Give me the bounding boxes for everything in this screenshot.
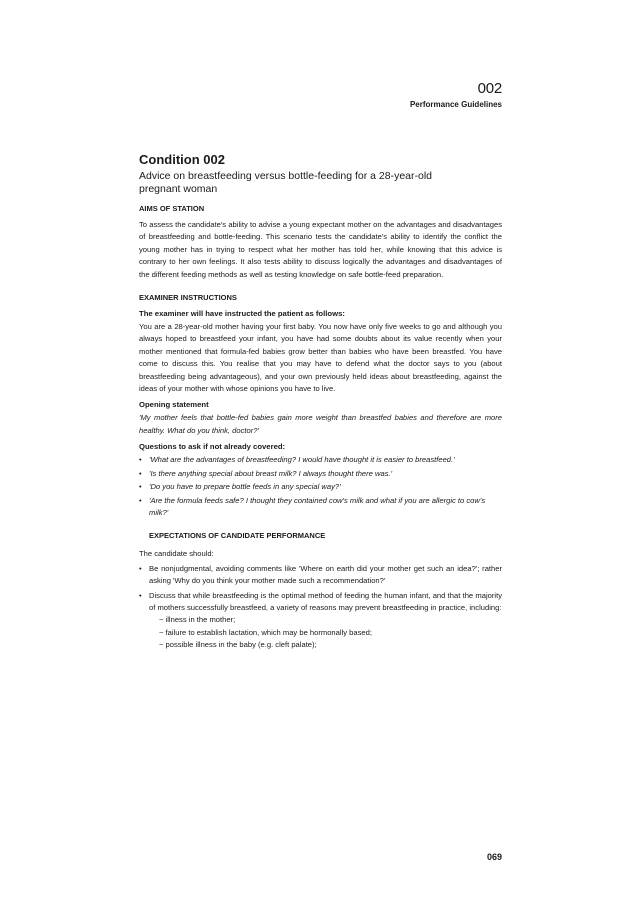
main-content — [139, 152, 502, 654]
instructed-heading: The examiner will have instructed the patient as follows: — [139, 309, 345, 319]
expectations-intro: The candidate should: — [139, 549, 214, 559]
expectation-text: Be nonjudgmental, avoiding comments like 'Where on earth did your mother get such an idea?'; rather asking 'Why do you think your mother made such a recommendation?' — [149, 563, 502, 586]
list-item — [139, 468, 502, 480]
list-item — [139, 590, 502, 652]
header-subtitle: Performance Guidelines — [409, 100, 502, 109]
question-text: 'What are the advantages of breastfeeding? I would have thought it is easier to breastfeed.' — [149, 455, 455, 465]
sub-item: ~ possible illness in the baby (e.g. cleft palate); — [159, 640, 317, 650]
examiner-heading: EXAMINER INSTRUCTIONS — [139, 293, 237, 303]
header-number: 002 — [477, 80, 502, 97]
question-text: 'Are the formula feeds safe? I thought they contained cow's milk and what if you are allergic to cow's milk?' — [149, 495, 486, 517]
list-item — [139, 481, 502, 493]
questions-heading: Questions to ask if not already covered: — [139, 442, 286, 452]
bullet-icon: • — [139, 482, 142, 492]
aims-text: To assess the candidate's ability to advise a young expectant mother on the advantages and disadvantages of breastfeeding and bottle-feeding. This scenario tests the candidate's ability to identify the conflict the young mother has in trying to respect what her mother has told her, while knowing that this advice is contrary to her own feelings. It also tests ability to discuss logically the advantages and disadvantages of the different feeding methods as well as testing knowledge on safe bottle-feed preparation. — [139, 220, 502, 279]
list-item — [139, 454, 502, 466]
sub-item: ~ failure to establish lactation, which may be hormonally based; — [159, 627, 372, 637]
expectations-list — [139, 563, 502, 652]
expectations-heading: EXPECTATIONS OF CANDIDATE PERFORMANCE — [149, 531, 326, 541]
bullet-icon: • — [139, 468, 142, 478]
page-number: 069 — [486, 852, 502, 862]
page-subtitle: Advice on breastfeeding versus bottle-feeding for a 28-year-old pregnant woman — [139, 170, 433, 195]
opening-heading: Opening statement — [139, 400, 209, 410]
bullet-icon: • — [139, 495, 142, 505]
question-text: 'Do you have to prepare bottle feeds in any special way?' — [149, 482, 341, 492]
opening-text: 'My mother feels that bottle-fed babies gain more weight than breastfed babies and therefore are more healthy. What do you think, doctor?' — [139, 413, 502, 435]
page-title: Condition 002 — [139, 152, 225, 167]
sub-item: ~ illness in the mother; — [159, 615, 236, 625]
bullet-icon: • — [139, 563, 142, 573]
list-item — [139, 563, 502, 588]
list-item — [139, 495, 502, 520]
expectation-text: Discuss that while breastfeeding is the optimal method of feeding the human infant, and that the majority of mothers successfully breastfeed, a variety of reasons may prevent breastfeeding in practice, including: — [149, 590, 502, 612]
instructed-text: You are a 28-year-old mother having your first baby. You now have only five weeks to go and although you always hoped to breastfeed your infant, you have had some doubts about its value recently when your mother mentioned that formula-fed babies grow better than babies who have been breastfed. You have come to discuss this. You realise that you may have to defend what the doctor says to you (about breastfeeding being advantageous), and your own previously held ideas about breastfeeding, against the ideas of your mother with whose opinions you have to live. — [139, 322, 502, 394]
questions-list — [139, 454, 502, 519]
aims-heading: AIMS OF STATION — [139, 204, 205, 213]
question-text: 'Is there anything special about breast milk? I always thought there was.' — [149, 468, 393, 478]
bullet-icon: • — [139, 590, 142, 600]
bullet-icon: • — [139, 455, 142, 465]
